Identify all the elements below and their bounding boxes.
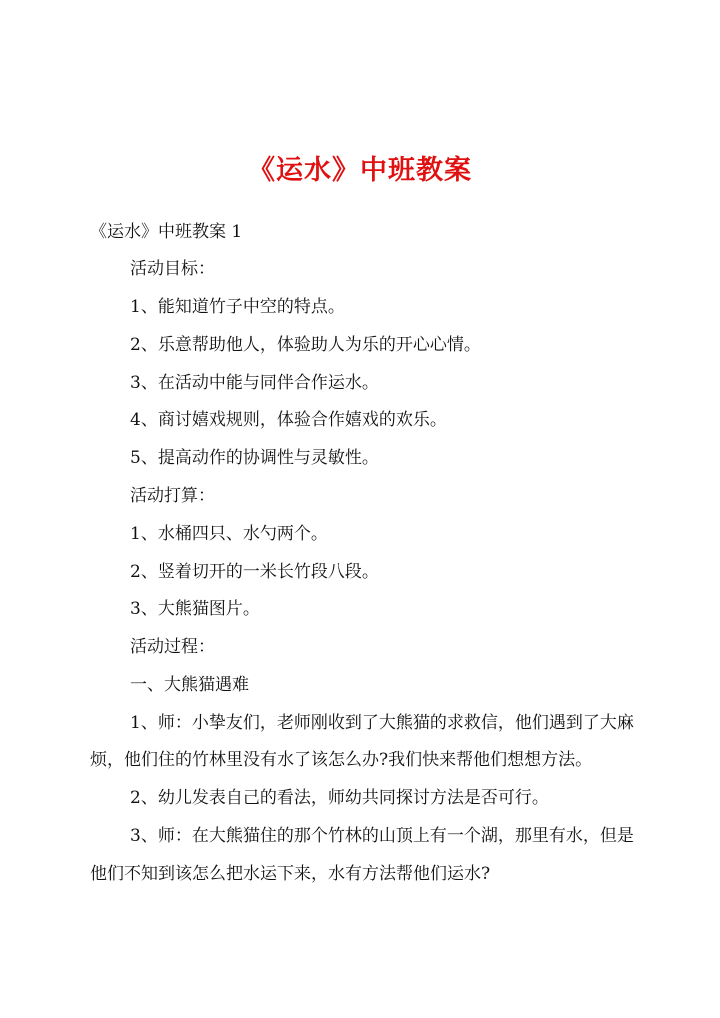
paragraph-line: 活动打算：	[130, 486, 215, 506]
paragraph-line: 3、大熊猫图片。	[130, 599, 260, 619]
document-title: 《运水》中班教案	[248, 155, 472, 186]
section-heading: 《运水》中班教案 1	[90, 222, 243, 242]
paragraph-line: 3、师：在大熊猫住的那个竹林的山顶上有一个湖，那里有水，但是	[130, 826, 634, 846]
paragraph-line: 3、在活动中能与同伴合作运水。	[130, 373, 379, 393]
paragraph-line: 4、商讨嬉戏规则，体验合作嬉戏的欢乐。	[130, 410, 447, 430]
paragraph-line: 烦，他们住的竹林里没有水了该怎么办?我们快来帮他们想想方法。	[90, 750, 593, 770]
paragraph-line: 活动目标：	[130, 259, 215, 279]
paragraph-line: 1、师：小挚友们，老师刚收到了大熊猫的求救信，他们遇到了大麻	[130, 713, 634, 733]
paragraph-line: 他们不知到该怎么把水运下来，水有方法帮他们运水?	[90, 864, 491, 884]
paragraph-line: 2、乐意帮助他人，体验助人为乐的开心心情。	[130, 335, 481, 355]
paragraph-line: 2、竖着切开的一米长竹段八段。	[130, 562, 379, 582]
paragraph-line: 一、大熊猫遇难	[130, 675, 249, 695]
paragraph-line: 1、水桶四只、水勺两个。	[130, 524, 328, 544]
paragraph-line: 活动过程：	[130, 637, 215, 657]
paragraph-line: 1、能知道竹子中空的特点。	[130, 297, 345, 317]
paragraph-line: 5、提高动作的协调性与灵敏性。	[130, 448, 379, 468]
paragraph-line: 2、幼儿发表自己的看法，师幼共同探讨方法是否可行。	[130, 788, 549, 808]
